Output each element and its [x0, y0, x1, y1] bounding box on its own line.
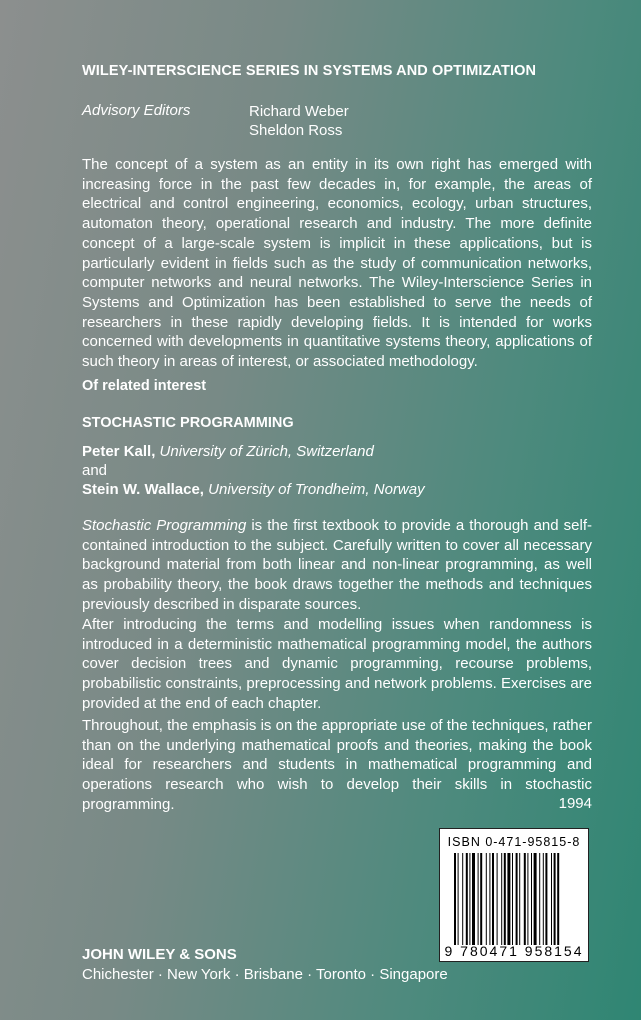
publisher-name: JOHN WILEY & SONS [82, 946, 237, 963]
book-description-1-text: is the first textbook to provide a thorough and self-contained introduction to the subject. Carefully written to cover all necessary background material from both linear and non-linear programming, as well as probability theory, the book draws together the methods and techniques previously described in disparate sources. [82, 517, 592, 613]
barcode-bar [507, 853, 510, 945]
barcode-bar [524, 853, 526, 945]
barcode-bar [512, 853, 513, 945]
book-description-1 [82, 516, 592, 615]
barcode-bar [478, 853, 479, 945]
barcode-bar [534, 853, 537, 945]
barcode-bar [462, 853, 463, 945]
barcode-bar [492, 853, 494, 945]
barcode-bar [543, 853, 544, 945]
barcode-bar [497, 853, 498, 945]
related-interest-heading: Of related interest [82, 378, 207, 394]
publication-year: 1994 [558, 795, 592, 812]
barcode-bar [527, 853, 528, 945]
author-affiliation: University of Zürich, Switzerland [159, 443, 374, 460]
barcode-bar [469, 853, 470, 945]
barcode-bar [539, 853, 540, 945]
book-description-2: After introducing the terms and modelling issues when randomness is introduced in a deterministic mathematical programming model, the authors cover decision trees and dynamic programming, recourse problems, probabilistic constraints, preprocessing and network problems. Exercises are provided at the end of each chapter. [82, 616, 592, 712]
author-conjunction: and [82, 462, 108, 479]
isbn-label: ISBN 0-471-95815-8 [447, 835, 581, 849]
book-title-inline: Stochastic Programming [82, 517, 247, 534]
author-line-2 [82, 481, 425, 498]
barcode-bar [504, 853, 506, 945]
barcode-bar [516, 853, 518, 945]
advisory-editors-list [249, 102, 349, 140]
author-name: Stein W. Wallace, [82, 481, 204, 498]
barcode-bar [466, 853, 468, 945]
barcode-bar [486, 853, 487, 945]
barcode-bar [557, 853, 559, 945]
book-description-3: Throughout, the emphasis is on the appropriate use of the techniques, rather than on the underlying mathematical proofs and theories, making the book ideal for researchers and students in mathematical programming and operations research who wish to develop their skills in stochastic programming. [82, 717, 592, 813]
barcode-bar [545, 853, 547, 945]
barcode-bar [489, 853, 490, 945]
advisory-editors-label: Advisory Editors [82, 102, 191, 119]
editor-name: Sheldon Ross [249, 122, 343, 139]
barcode-graphic [454, 853, 586, 945]
author-name: Peter Kall, [82, 443, 156, 460]
author-line-1 [82, 443, 374, 460]
series-description: The concept of a system as an entity in its own right has emerged with increasing force in the past few decades in, for example, the areas of electrical and control engineering, economics, ecology, urban structures, automaton theory, operational research and industry. The more definite concept of a large-scale system is implicit in these applications, but is particularly evident in fields such as the study of communication networks, computer networks and neural networks. The Wiley-Interscience Series in Systems and Optimization has been established to serve the needs of researchers in these rapidly developing fields. It is intended for works concerned with developments in quantitative systems theory, applications of such theory in areas of interest, or associated methodology. [82, 156, 592, 371]
ean-number: 9 780471 958154 [444, 943, 584, 959]
barcode-bar [551, 853, 552, 945]
series-title: WILEY-INTERSCIENCE SERIES IN SYSTEMS AND OPTIMIZATION [82, 63, 537, 79]
barcode-bar [554, 853, 556, 945]
barcode-bar [458, 853, 459, 945]
barcode-bar [531, 853, 532, 945]
author-affiliation: University of Trondheim, Norway [208, 481, 425, 498]
editor-name: Richard Weber [249, 103, 349, 120]
barcode-bar [519, 853, 520, 945]
book-title: STOCHASTIC PROGRAMMING [82, 415, 294, 431]
barcode-bar [480, 853, 482, 945]
publisher-cities: Chichester · New York · Brisbane · Toronto · Singapore [82, 966, 448, 983]
barcode-bar [501, 853, 502, 945]
barcode-bar [454, 853, 456, 945]
barcode-panel [439, 828, 589, 962]
barcode-bar [472, 853, 475, 945]
